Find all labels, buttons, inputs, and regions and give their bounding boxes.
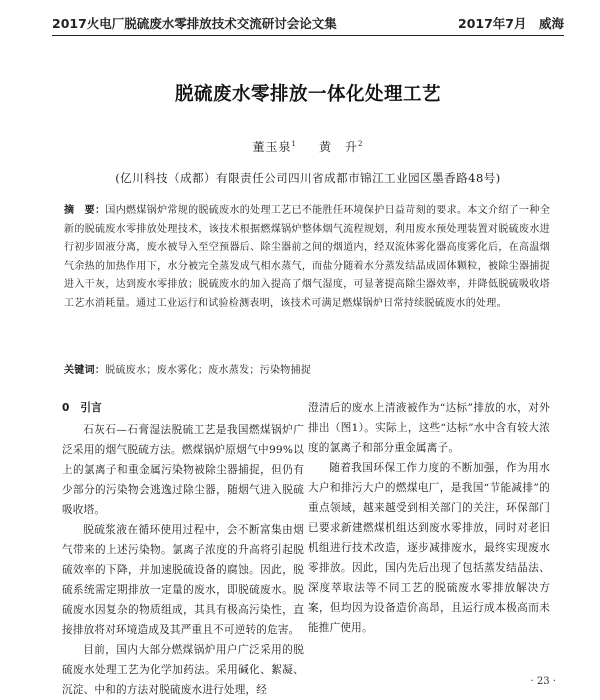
abstract [64,202,550,314]
conference-date-location: 2017年7月 威海 [458,16,564,31]
paper-title: 脱硫废水零排放一体化处理工艺 [174,84,441,105]
author-name: 董玉泉 [252,140,292,154]
header-divider [52,35,564,36]
section-heading: 0 引言 [62,402,102,414]
body-column-left [62,398,304,700]
keywords-label: 关键词： [64,365,106,376]
page-header [52,12,564,34]
body-paragraph: 随着我国环保工作力度的不断加强，作为用水大户和排污大户的燃煤电厂，是我国“节能减排”的重点领域，越来越受到相关部门的关注，环保部门已要求新建燃煤机组达到废水零排放，同时对老旧机组进行技术改造，逐步减排废水，最终实现废水零排放。因此，国内先后出现了包括蒸发结晶法、深度萃取法等不同工艺的脱硫废水零排放解决方案，但均因为设备造价高昂，且运行成本极高而未能推广使用。 [308,462,550,634]
body-paragraph: 石灰石—石膏湿法脱硫工艺是我国燃煤锅炉广泛采用的烟气脱硫方法。燃煤锅炉原烟气中99%以上的氯离子和重金属污染物被除尘器捕捉，但仍有少部分的污染物会逃逸过除尘器，随烟气进入脱硫吸收塔。 [62,424,304,516]
body-column-right [308,398,550,638]
author-affiliation-mark: 2 [358,140,364,148]
affiliation: (亿川科技（成都）有限责任公司四川省成都市锦江工业园区墨香路48号) [115,171,501,185]
proceedings-title: 2017火电厂脱硫废水零排放技术交流研讨会论文集 [52,16,337,31]
author-name: 黄 升 [319,140,359,154]
body-paragraph-continued: 澄清后的废水上清液被作为“达标”排放的水，对外排出（图1）。实际上，这些“达标”水中含有较大浓度的氯离子和部分重金属离子。 [308,402,550,454]
body-paragraph: 目前，国内大部分燃煤锅炉用户广泛采用的脱硫废水处理工艺为化学加药法。采用碱化、絮凝、沉淀、中和的方法对脱硫废水进行处理，经 [62,644,304,696]
body-paragraph: 脱硫浆液在循环使用过程中，会不断富集由烟气带来的上述污染物。氯离子浓度的升高将引起脱硫效率的下降，并加速脱硫设备的腐蚀。因此，脱硫系统需定期排放一定量的废水，即脱硫废水。脱硫废水因复杂的物质组成，其具有极高污染性，直接排放将对环境造成及其严重且不可逆转的危害。 [62,524,304,636]
author-line [52,138,564,155]
abstract-text: 国内燃煤锅炉常规的脱硫废水的处理工艺已不能胜任环境保护日益苛刻的要求。本文介绍了一种全新的脱硫废水零排放处理技术，该技术根据燃煤锅炉整体烟气流程规划，利用废水预处理装置对脱硫废水进行初步固液分离，废水被导入至空预器后、除尘器前之间的烟道内，经双流体雾化器高度雾化后，在高温烟气余热的加热作用下，水分被完全蒸发成气相水蒸气，而盐分随着水分蒸发结晶成固体颗粒，被除尘器捕捉进入干灰，达到废水零排放；脱硫废水的加入提高了烟气湿度，可显著提高除尘器效率，并降低脱硫吸收塔工艺水消耗量。通过工业运行和试验检测表明，该技术可满足燃煤锅炉日常持续脱硫废水的处理。 [64,205,551,309]
abstract-label: 摘 要： [64,205,106,216]
author-affiliation-mark: 1 [291,140,297,148]
keywords [64,361,550,376]
keywords-text: 脱硫废水；废水雾化；废水蒸发；污染物捕捉 [105,365,312,376]
page-number: · 23 · [530,676,556,687]
